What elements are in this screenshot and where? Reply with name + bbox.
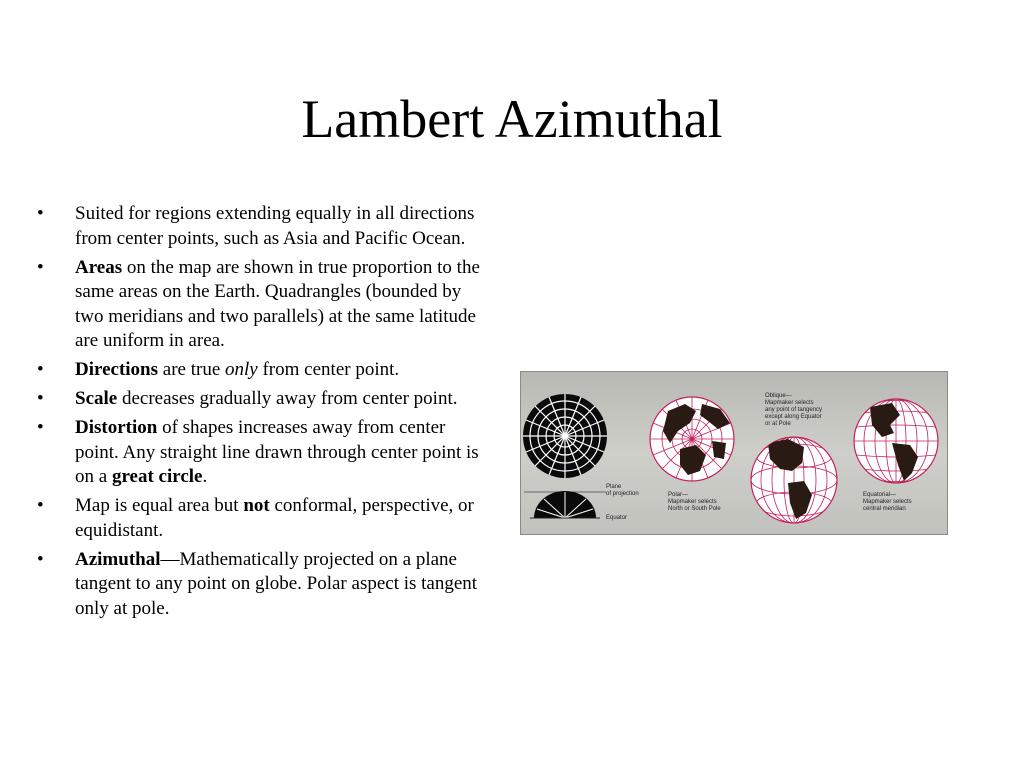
bold-term: Scale [75, 388, 118, 409]
label-equatorial-1: Equatorial— [863, 492, 897, 498]
text-run: on the map are shown in true proportion to the same areas on the Earth. Quadrangles (bounded by two meridians and two parallels) at the same latitude are uniform in area. [75, 256, 480, 351]
bullet-item [0, 358, 488, 383]
bullet-item [0, 202, 488, 251]
equatorial-globe [854, 399, 938, 483]
text-run: Map is equal area but [75, 495, 244, 516]
bold-term: Azimuthal [75, 548, 161, 570]
bullet-text [75, 388, 457, 409]
projection-figure [520, 371, 948, 535]
bullet-text [75, 359, 399, 380]
text-run: Suited for regions extending equally in all directions from center points, such as Asia and Pacific Ocean. [75, 203, 475, 249]
text-run: decreases gradually away from center point. [117, 388, 458, 409]
bold-term: Distortion [75, 417, 158, 438]
bullet-dot: • [37, 359, 44, 380]
bullet-text [75, 257, 480, 352]
text-run: —Mathematically projected on a plane tangent to any point on globe. Polar aspect is tangent only at pole. [75, 548, 478, 619]
polar-globe [650, 397, 734, 481]
bullet-text [75, 549, 477, 619]
label-oblique-1: Oblique— [765, 393, 792, 399]
bullet-item [0, 548, 488, 622]
text-run: conformal, perspective, or equidistant. [75, 495, 474, 541]
bullet-item [0, 256, 488, 354]
label-plane-1: Plane [606, 484, 622, 490]
bullet-dot: • [37, 548, 44, 570]
label-polar-3: North or South Pole [668, 506, 721, 512]
bullet-list [0, 202, 500, 626]
label-equatorial-2: Mapmaker selects [863, 499, 912, 505]
label-equatorial-3: central meridian [863, 506, 906, 512]
bullet-item [0, 416, 488, 490]
label-equator: Equator [606, 515, 628, 521]
bullet-dot: • [37, 203, 44, 224]
text-run: are true [158, 359, 226, 380]
label-plane-2: of projection [606, 491, 639, 497]
bullet-text [75, 495, 474, 541]
text-run: . [202, 466, 208, 487]
polar-grid-disc [523, 394, 607, 478]
bold-term: Directions [75, 359, 159, 380]
label-oblique-5: or at Pole [765, 421, 791, 427]
bullet-item [0, 494, 488, 543]
slide-title: Lambert Azimuthal [301, 89, 723, 149]
bullet-text [75, 203, 474, 249]
bold-term: not [243, 495, 270, 516]
oblique-globe [751, 437, 837, 523]
bullet-dot: • [37, 256, 44, 278]
bold-term: great circle [111, 466, 203, 487]
label-oblique-3: any point of tangency [765, 407, 823, 413]
label-polar-1: Polar— [668, 492, 689, 498]
label-oblique-4: except along Equator [765, 414, 822, 420]
bold-term: Areas [75, 256, 123, 278]
bullet-text [75, 417, 479, 487]
italic-term: only [225, 359, 258, 380]
label-polar-2: Mapmaker selects [668, 499, 717, 505]
bullet-dot: • [37, 417, 44, 438]
bullet-item [0, 387, 488, 412]
text-run: from center point. [257, 359, 400, 380]
bullet-dot: • [37, 388, 44, 409]
label-oblique-2: Mapmaker selects [765, 400, 814, 406]
text-run: of shapes increases away from center point. Any straight line drawn through center point is on a [75, 417, 479, 487]
bullet-dot: • [37, 495, 44, 516]
